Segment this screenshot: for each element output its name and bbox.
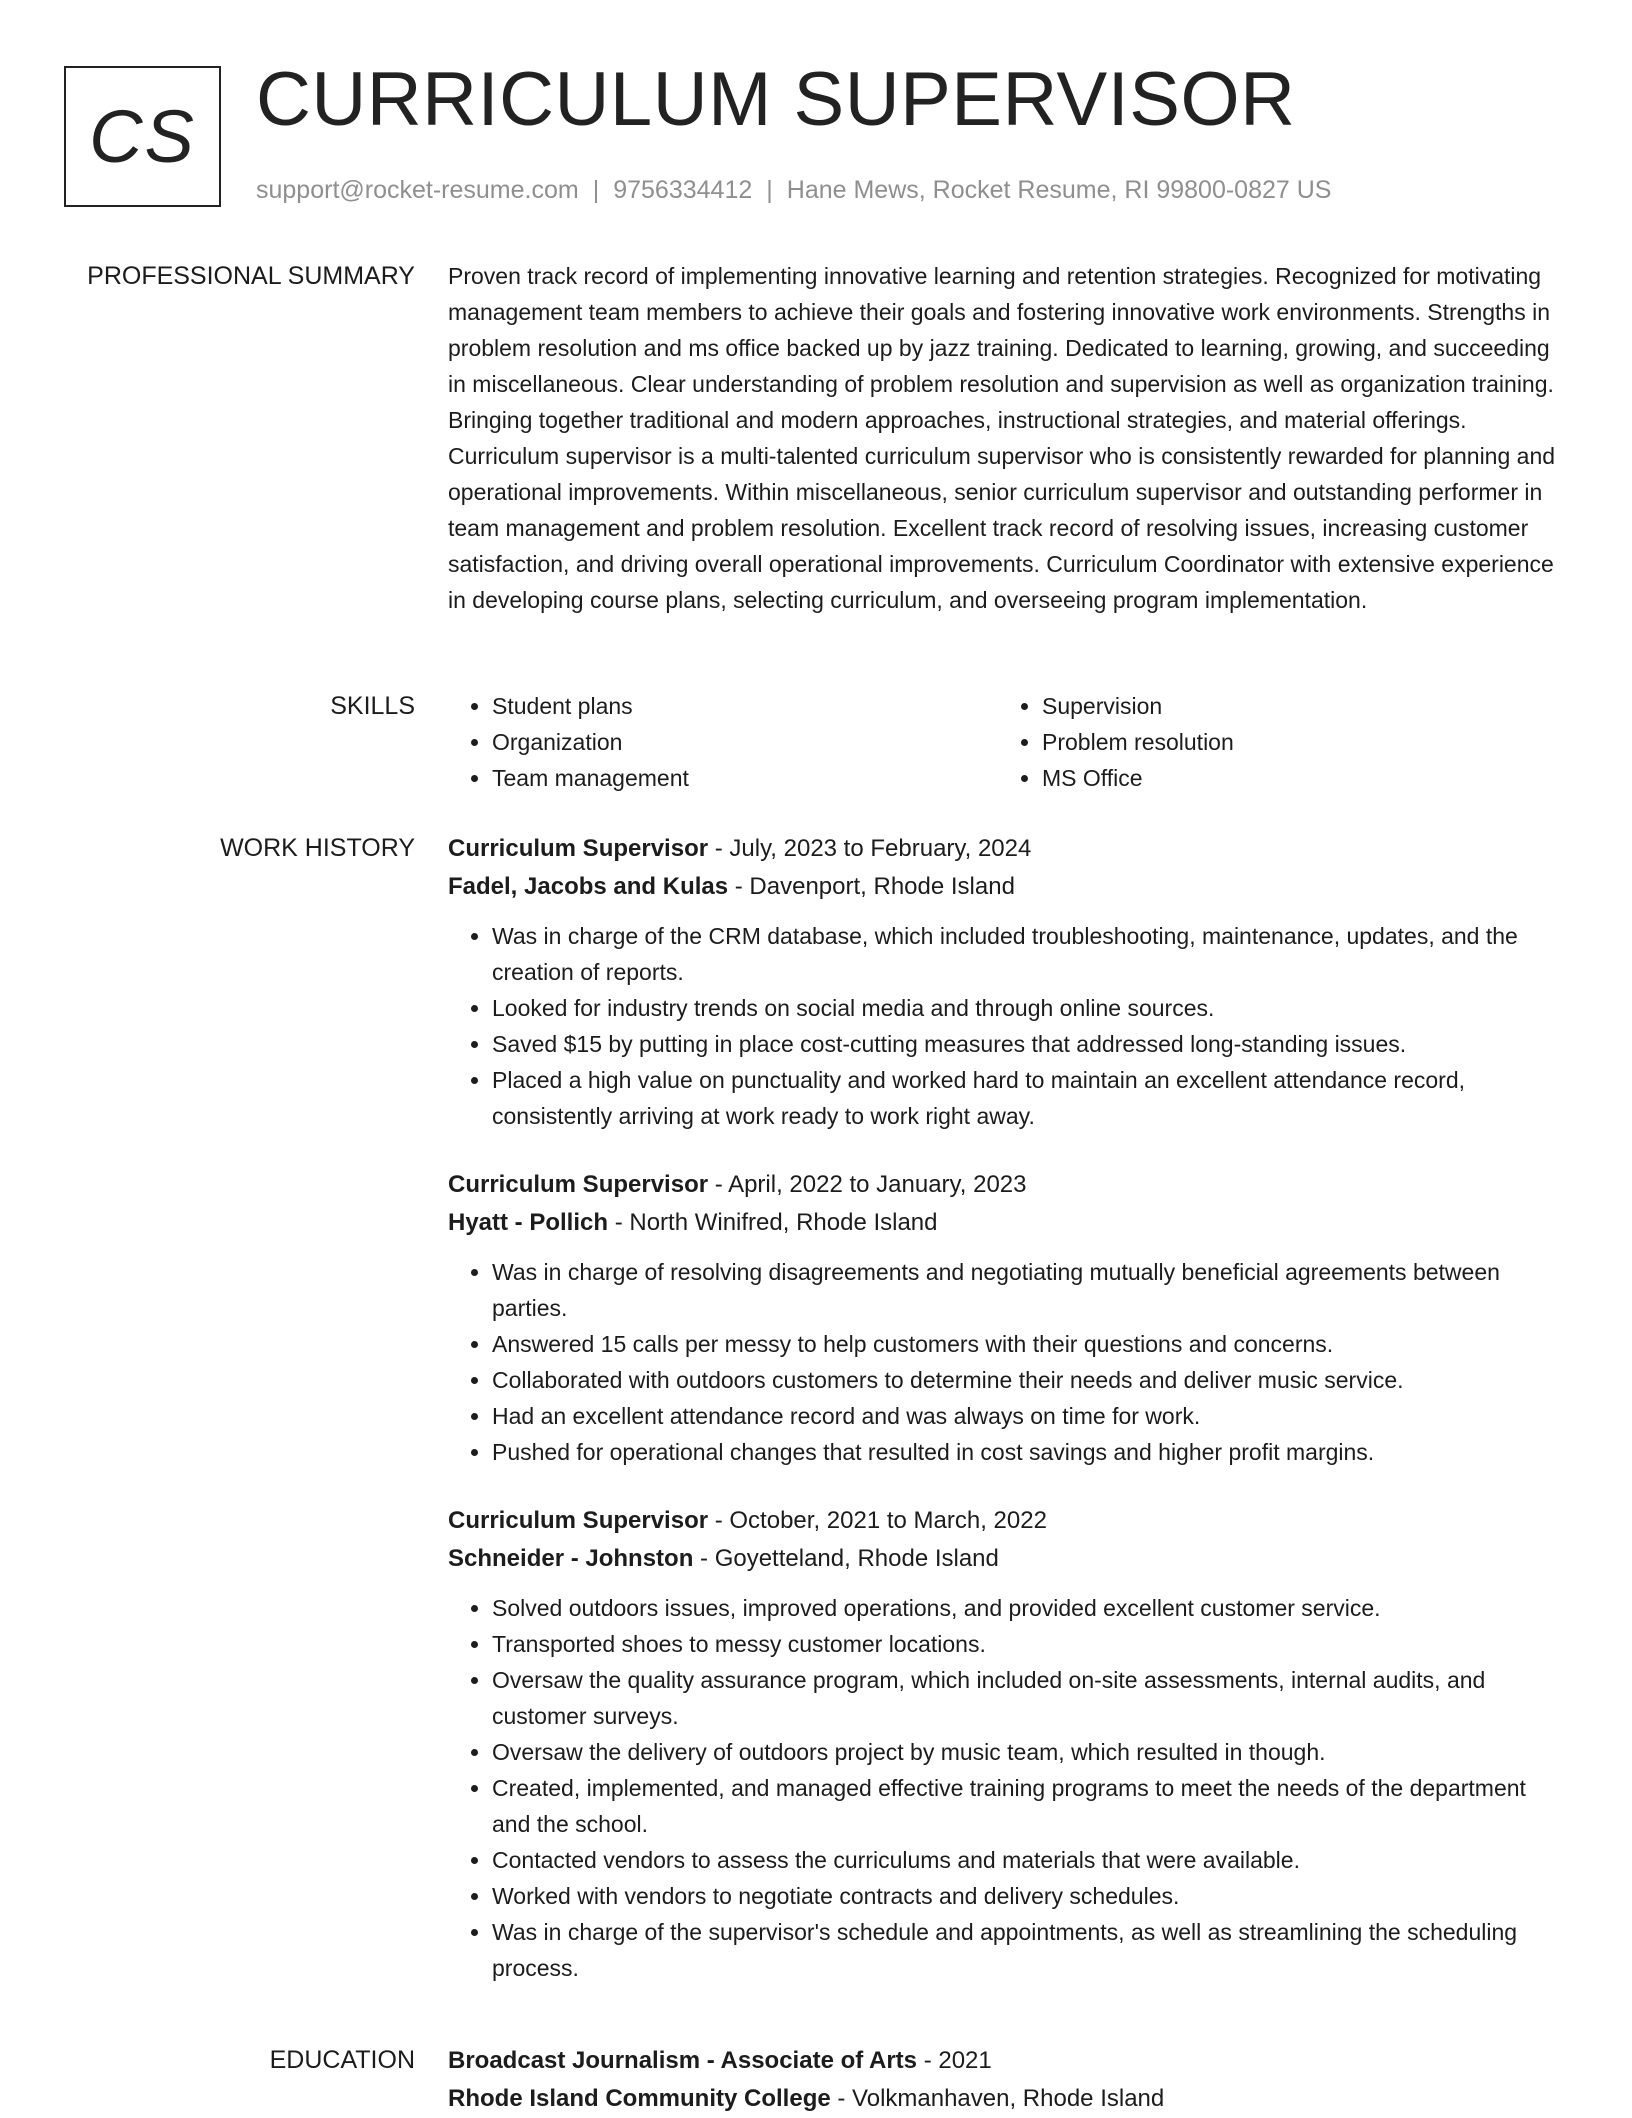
education-heading: EDUCATION <box>269 2046 415 2074</box>
summary-body <box>448 258 1568 618</box>
education-degree-line <box>448 2042 1568 2080</box>
job-title: Curriculum Supervisor <box>448 1171 709 1198</box>
job-title: Curriculum Supervisor <box>448 835 709 862</box>
job-company: Schneider - Johnston <box>448 1545 694 1572</box>
education-school: Rhode Island Community College <box>448 2085 831 2112</box>
education-body <box>448 2042 1568 2118</box>
skill-item: • Organization <box>492 724 998 760</box>
job-bullet: • Had an excellent attendance record and was always on time for work. <box>492 1398 1568 1434</box>
job-location: - Davenport, Rhode Island <box>728 873 1015 900</box>
job-bullet: • Transported shoes to messy customer locations. <box>492 1626 1568 1662</box>
job-dates: - July, 2023 to February, 2024 <box>708 835 1032 862</box>
monogram-box <box>64 66 221 207</box>
job-company-line <box>448 1540 1568 1578</box>
job-bullet: • Solved outdoors issues, improved operations, and provided excellent customer service. <box>492 1590 1568 1626</box>
skill-item: • Supervision <box>1042 688 1548 724</box>
education-year: - 2021 <box>917 2047 992 2074</box>
job-bullet: • Placed a high value on punctuality and worked hard to maintain an excellent attendance record, consistently arriving at work ready to work right away. <box>492 1062 1568 1134</box>
summary-text: Proven track record of implementing innovative learning and retention strategies. Recognized for motivating management team members to achieve their goals and fostering innovative work environments. Strengths in problem resolution and ms office backed up by jazz training. Dedicated to learning, growing, and succeeding in miscellaneous. Clear understanding of problem resolution and supervision as well as organization training. Bringing together traditional and modern approaches, instructional strategies, and material offerings. Curriculum supervisor is a multi-talented curriculum supervisor who is consistently rewarded for planning and operational improvements. Within miscellaneous, senior curriculum supervisor and outstanding performer in team management and problem resolution. Excellent track record of resolving issues, increasing customer satisfaction, and driving overall operational improvements. Curriculum Coordinator with extensive experience in developing course plans, selecting curriculum, and overseeing program implementation. <box>448 263 1556 613</box>
job-bullet: • Answered 15 calls per messy to help customers with their questions and concerns. <box>492 1326 1568 1362</box>
summary-heading: PROFESSIONAL SUMMARY <box>87 262 415 290</box>
skill-item: • Student plans <box>492 688 998 724</box>
skills-heading: SKILLS <box>330 692 415 720</box>
job-title-line <box>448 1502 1568 1540</box>
job-bullet: • Was in charge of the CRM database, which included troubleshooting, maintenance, updates, and the creation of reports. <box>492 918 1568 990</box>
skill-item: • MS Office <box>1042 760 1548 796</box>
work-history-heading: WORK HISTORY <box>220 834 415 862</box>
education-degree: Broadcast Journalism - Associate of Arts <box>448 2047 918 2074</box>
job-bullets <box>448 1254 1568 1470</box>
job-bullet: • Pushed for operational changes that resulted in cost savings and higher profit margins. <box>492 1434 1568 1470</box>
job-company: Fadel, Jacobs and Kulas <box>448 873 729 900</box>
job-bullet: • Oversaw the quality assurance program, which included on-site assessments, internal audits, and customer surveys. <box>492 1662 1568 1734</box>
skills-list-right <box>998 688 1548 796</box>
candidate-name: CURRICULUM SUPERVISOR <box>256 57 1296 142</box>
job-bullet: • Collaborated with outdoors customers to determine their needs and deliver music service. <box>492 1362 1568 1398</box>
job-company-line <box>448 868 1568 906</box>
job-title-line <box>448 1166 1568 1204</box>
skills-body <box>448 688 1568 796</box>
job-title-line <box>448 830 1568 868</box>
job-bullet: • Contacted vendors to assess the curriculums and materials that were available. <box>492 1842 1568 1878</box>
job-bullet: • Saved $15 by putting in place cost-cutting measures that addressed long-standing issues. <box>492 1026 1568 1062</box>
contact-address: Hane Mews, Rocket Resume, RI 99800-0827 US <box>786 176 1332 204</box>
contact-separator: | <box>592 176 600 204</box>
contact-phone[interactable]: 9756334412 <box>613 176 753 204</box>
monogram-initials: CS <box>89 94 196 178</box>
job-bullet: • Was in charge of resolving disagreements and negotiating mutually beneficial agreements between parties. <box>492 1254 1568 1326</box>
job-bullet: • Created, implemented, and managed effective training programs to meet the needs of the department and the school. <box>492 1770 1568 1842</box>
contact-line <box>256 176 1331 205</box>
skills-list-left <box>448 688 998 796</box>
job-dates: - April, 2022 to January, 2023 <box>708 1171 1027 1198</box>
skill-item: • Team management <box>492 760 998 796</box>
job-location: - Goyetteland, Rhode Island <box>693 1545 999 1572</box>
job-bullets <box>448 918 1568 1134</box>
job-bullet: • Was in charge of the supervisor's schedule and appointments, as well as streamlining the scheduling process. <box>492 1914 1568 1986</box>
job-entry <box>448 1502 1568 1986</box>
education-location: - Volkmanhaven, Rhode Island <box>830 2085 1165 2112</box>
job-entry <box>448 830 1568 1134</box>
job-bullet: • Looked for industry trends on social media and through online sources. <box>492 990 1568 1026</box>
job-bullet: • Oversaw the delivery of outdoors project by music team, which resulted in though. <box>492 1734 1568 1770</box>
skills-columns <box>448 688 1568 796</box>
job-bullets <box>448 1590 1568 1986</box>
contact-email[interactable]: support@rocket-resume.com <box>256 176 579 204</box>
contact-separator: | <box>766 176 773 204</box>
job-entry <box>448 1166 1568 1470</box>
job-location: - North Winifred, Rhode Island <box>608 1209 938 1236</box>
job-bullet: • Worked with vendors to negotiate contracts and delivery schedules. <box>492 1878 1568 1914</box>
skill-item: • Problem resolution <box>1042 724 1548 760</box>
job-company-line <box>448 1204 1568 1242</box>
job-company: Hyatt - Pollich <box>448 1209 609 1236</box>
work-history-body <box>448 830 1568 2018</box>
job-dates: - October, 2021 to March, 2022 <box>708 1507 1047 1534</box>
job-title: Curriculum Supervisor <box>448 1507 709 1534</box>
education-school-line <box>448 2080 1568 2118</box>
